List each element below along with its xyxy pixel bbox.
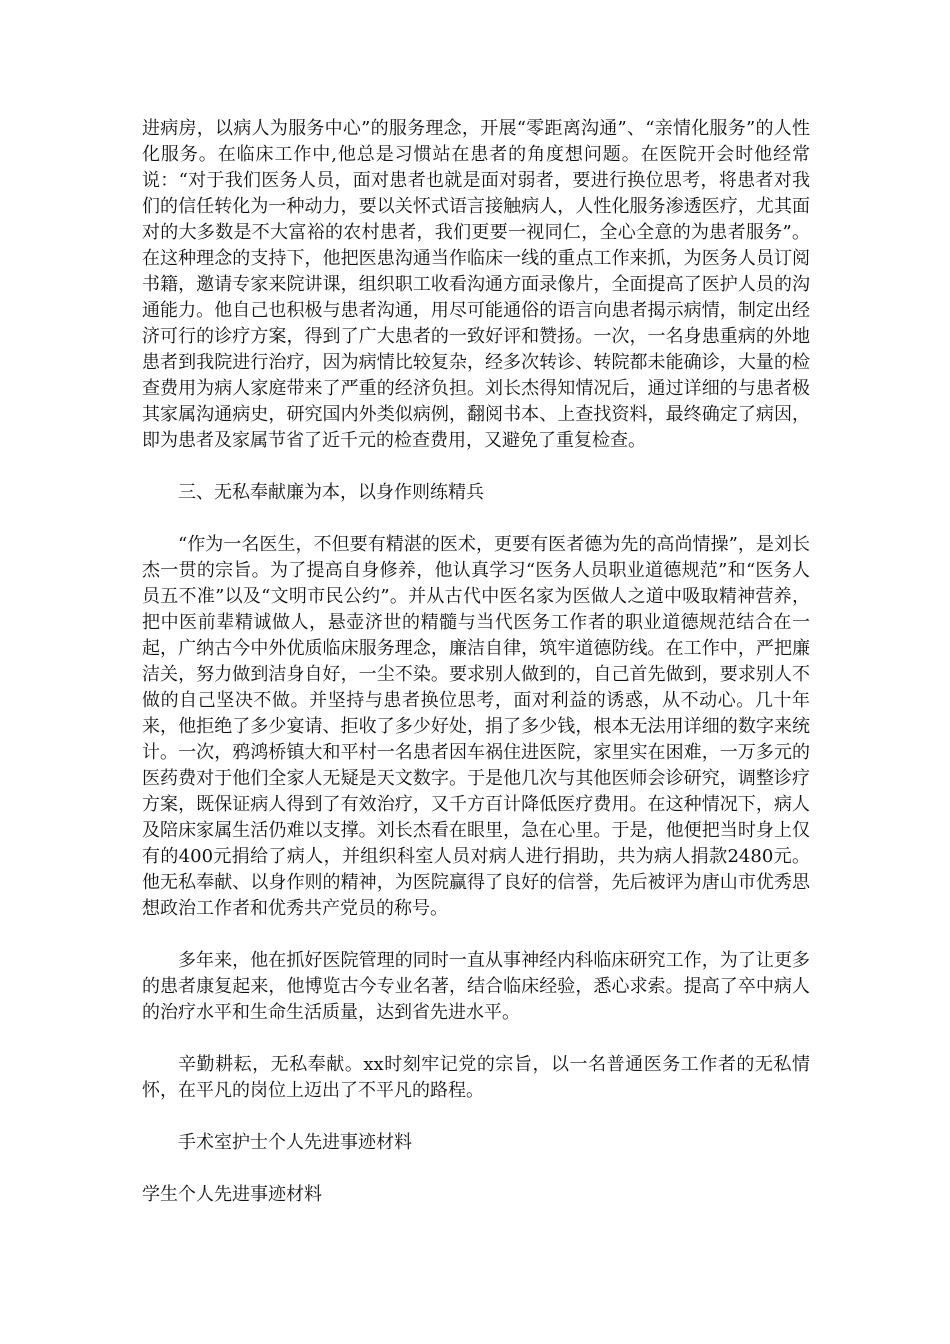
paragraph-gap [142, 1104, 810, 1130]
paragraph-gap [142, 1026, 810, 1052]
paragraph-gap [142, 454, 810, 480]
paragraph-gap [142, 1156, 810, 1182]
paragraph-gap [142, 922, 810, 948]
paragraph-conclusion: 辛勤耕耘，无私奉献。xx时刻牢记党的宗旨，以一名普通医务工作者的无私情怀，在平凡的岗位上迈出了不平凡的路程。 [142, 1054, 810, 1101]
paragraph-clinical-research: 多年来，他在抓好医院管理的同时一直从事神经内科临床研究工作，为了让更多的患者康复起来，他博览古今专业名著，结合临床经验，悉心求索。提高了卒中病人的治疗水平和生命生活质量，达到省先进水平。 [142, 950, 810, 1023]
related-title-nurse: 手术室护士个人先进事迹材料 [178, 1132, 412, 1153]
paragraph-integrity: “作为一名医生，不但要有精湛的医术，更要有医者德为先的高尚情操”，是刘长杰一贯的宗旨。为了提高自身修养，他认真学习“医务人员职业道德规范”和“医务人员五不准”以及“文明市民公约”。并从古代中医名家为医做人之道中吸取精神营养，把中医前辈精诚做人，悬壶济世的精髓与当代医务工作者的职业道德规范结合在一起，广纳古今中外优质临床服务理念，廉洁自律，筑牢道德防线。在工作中，严把廉洁关，努力做到洁身自好，一尘不染。要求别人做到的，自己首先做到，要求别人不做的自己坚决不做。并坚持与患者换位思考，面对利益的诱惑，从不动心。几十年来，他拒绝了多少宴请、拒收了多少好处，捐了多少钱，根本无法用详细的数字来统计。一次，鸦鸿桥镇大和平村一名患者因车祸住进医院，家里实在困难，一万多元的医药费对于他们全家人无疑是天文数字。于是他几次与其他医师会诊研究，调整诊疗方案，既保证病人得到了有效治疗，又千方百计降低医疗费用。在这种情况下，病人及陪床家属生活仍难以支撑。刘长杰看在眼里，急在心里。于是，他便把当时身上仅有的400元捐给了病人，并组织科室人员对病人进行捐助，共为病人捐款2480元。他无私奉献、以身作则的精神，为医院赢得了良好的信誉，先后被评为唐山市优秀思想政治工作者和优秀共产党员的称号。 [142, 534, 810, 919]
related-title-student: 学生个人先进事迹材料 [142, 1184, 322, 1205]
section-heading-three: 三、无私奉献廉为本，以身作则练精兵 [178, 482, 484, 503]
paragraph-gap [142, 506, 810, 532]
paragraph-patient-communication: 进病房，以病人为服务中心”的服务理念，开展“零距离沟通”、“亲情化服务”的人性化服务。在临床工作中,他总是习惯站在患者的角度想问题。在医院开会时他经常说：“对于我们医务人员，面对患者也就是面对弱者，要进行换位思考，将患者对我们的信任转化为一种动力，要以关怀式语言接触病人，人性化服务渗透医疗，尤其面对的大多数是不大富裕的农村患者，我们更要一视同仁，全心全意的为患者服务”。在这种理念的支持下，他把医患沟通当作临床一线的重点工作来抓，为医务人员订阅书籍，邀请专家来院讲课，组织职工收看沟通方面录像片，全面提高了医护人员的沟通能力。他自己也积极与患者沟通，用尽可能通俗的语言向患者揭示病情，制定出经济可行的诊疗方案，得到了广大患者的一致好评和赞扬。一次，一名身患重病的外地患者到我院进行治疗，因为病情比较复杂，经多次转诊、转院都未能确诊，大量的检查费用为病人家庭带来了严重的经济负担。刘长杰得知情况后，通过详细的与患者极其家属沟通病史，研究国内外类似病例，翻阅书本、上查找资料，最终确定了病因，即为患者及家属节省了近千元的检查费用，又避免了重复检查。 [142, 118, 810, 451]
document-body [142, 116, 810, 1208]
